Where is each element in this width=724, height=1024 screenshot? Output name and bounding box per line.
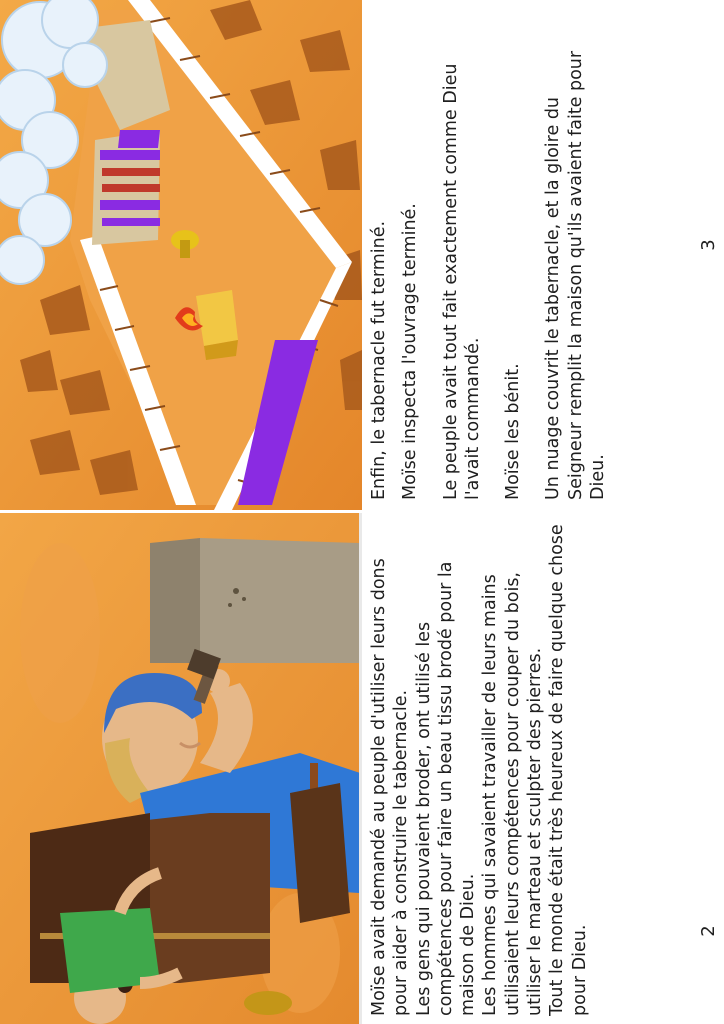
- paragraph: Enfin, le tabernacle fut terminé.: [369, 220, 389, 500]
- page-2-text: [368, 516, 719, 1016]
- paragraph: Moïse inspecta l'ouvrage terminé.: [400, 203, 421, 500]
- paragraph: Moïse avait demandé au peuple d'utiliser leurs dons pour aider à construire le tabernacle.: [369, 558, 412, 1016]
- page-number: 3: [698, 239, 719, 251]
- paragraph: Un nuage couvrit le tabernacle, et la gloire du Seigneur remplit la maison qu'ils avaient faite pour Dieu.: [543, 50, 609, 500]
- paragraph: Les gens qui pouvaient broder, ont utilisé les compétences pour faire un beau tissu brodé pour la maison de Dieu.: [413, 561, 479, 1016]
- paragraph: Le peuple avait tout fait exactement comme Dieu l'avait commandé.: [440, 63, 483, 500]
- page-number: 2: [698, 925, 719, 937]
- tabernacle-illustration: [0, 0, 362, 510]
- workers-illustration: [0, 513, 362, 1024]
- page-3-text: [368, 30, 719, 500]
- paragraph: Tout le monde était très heureux de faire quelque chose pour Dieu.: [547, 524, 590, 1016]
- paragraph: Les hommes qui savaient travailler de leurs mains utilisaient leurs compétences pour couper du bois, utiliser le marteau et sculpter des pierres.: [480, 572, 546, 1016]
- paragraph: Moïse les bénit.: [503, 363, 524, 500]
